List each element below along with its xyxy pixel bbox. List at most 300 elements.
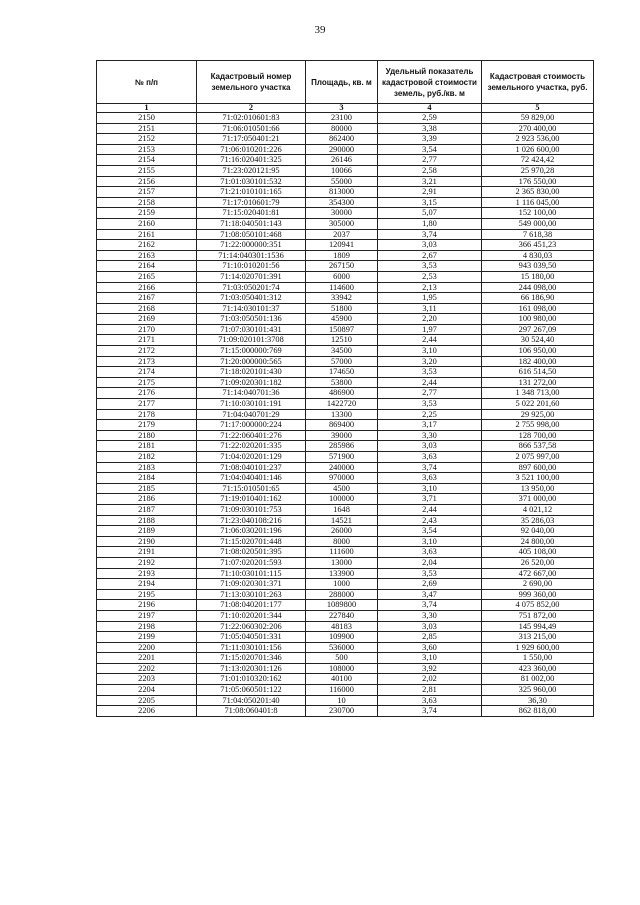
row-number-cell: 2186	[97, 494, 197, 505]
row-number-cell: 2162	[97, 240, 197, 251]
cadastral-number-cell: 71:06:030201:196	[197, 526, 306, 537]
cadastral-value-cell: 325 960,00	[482, 685, 594, 696]
specific-value-cell: 3,30	[378, 430, 482, 441]
specific-value-cell: 3,20	[378, 356, 482, 367]
row-number-cell: 2172	[97, 346, 197, 357]
cadastral-value-cell: 999 360,00	[482, 589, 594, 600]
area-cell: 26000	[306, 526, 378, 537]
specific-value-cell: 3,10	[378, 653, 482, 664]
table-row	[97, 346, 594, 357]
cadastral-number-cell: 71:06:010501:66	[197, 123, 306, 134]
row-number-cell: 2201	[97, 653, 197, 664]
row-number-cell: 2160	[97, 218, 197, 229]
specific-value-cell: 2,44	[378, 377, 482, 388]
specific-value-cell: 3,10	[378, 346, 482, 357]
table-row	[97, 165, 594, 176]
table-row	[97, 441, 594, 452]
cadastral-value-cell: 128 700,00	[482, 430, 594, 441]
area-cell: 813000	[306, 187, 378, 198]
cadastral-value-cell: 943 039,50	[482, 261, 594, 272]
cadastral-number-cell: 71:23:040108:216	[197, 515, 306, 526]
specific-value-cell: 3,74	[378, 600, 482, 611]
area-cell: 53800	[306, 377, 378, 388]
cadastral-value-cell: 244 098,00	[482, 282, 594, 293]
area-cell: 108000	[306, 663, 378, 674]
cadastral-number-cell: 71:03:050401:312	[197, 293, 306, 304]
specific-value-cell: 2,85	[378, 632, 482, 643]
area-cell: 109900	[306, 632, 378, 643]
row-number-cell: 2156	[97, 176, 197, 187]
row-number-cell: 2191	[97, 547, 197, 558]
area-cell: 114600	[306, 282, 378, 293]
table-row	[97, 229, 594, 240]
area-cell: 10	[306, 695, 378, 706]
row-number-cell: 2204	[97, 685, 197, 696]
table-row	[97, 610, 594, 621]
specific-value-cell: 2,91	[378, 187, 482, 198]
cadastral-number-cell: 71:09:020301:182	[197, 377, 306, 388]
specific-value-cell: 2,43	[378, 515, 482, 526]
cadastral-number-cell: 71:14:040301:1536	[197, 250, 306, 261]
specific-value-cell: 3,03	[378, 240, 482, 251]
row-number-cell: 2166	[97, 282, 197, 293]
row-number-cell: 2163	[97, 250, 197, 261]
area-cell: 1648	[306, 504, 378, 515]
specific-value-cell: 3,47	[378, 589, 482, 600]
table-row	[97, 420, 594, 431]
cadastral-value-cell: 1 929 600,00	[482, 642, 594, 653]
table-row	[97, 324, 594, 335]
cadastral-value-cell: 1 348 713,00	[482, 388, 594, 399]
table-row	[97, 208, 594, 219]
cadastral-value-cell: 4 075 852,00	[482, 600, 594, 611]
cadastral-value-cell: 131 272,00	[482, 377, 594, 388]
row-number-cell: 2185	[97, 483, 197, 494]
table-row	[97, 293, 594, 304]
row-number-cell: 2192	[97, 557, 197, 568]
specific-value-cell: 2,59	[378, 113, 482, 124]
cadastral-value-cell: 297 267,09	[482, 324, 594, 335]
row-number-cell: 2177	[97, 399, 197, 410]
cadastral-value-cell: 405 108,00	[482, 547, 594, 558]
cadastral-number-cell: 71:09:030101:753	[197, 504, 306, 515]
cadastral-value-cell: 100 980,00	[482, 314, 594, 325]
specific-value-cell: 3,21	[378, 176, 482, 187]
table-row	[97, 113, 594, 124]
specific-value-cell: 3,60	[378, 642, 482, 653]
row-number-cell: 2178	[97, 409, 197, 420]
table-row	[97, 663, 594, 674]
area-cell: 12510	[306, 335, 378, 346]
header-area: Площадь, кв. м	[306, 61, 378, 104]
row-number-cell: 2152	[97, 134, 197, 145]
cadastral-number-cell: 71:22:000000:351	[197, 240, 306, 251]
cadastral-number-cell: 71:23:020121:95	[197, 165, 306, 176]
table-row	[97, 144, 594, 155]
area-cell: 290000	[306, 144, 378, 155]
cadastral-value-cell: 862 818,00	[482, 706, 594, 717]
specific-value-cell: 3,15	[378, 197, 482, 208]
area-cell: 111600	[306, 547, 378, 558]
table-row	[97, 176, 594, 187]
specific-value-cell: 1,97	[378, 324, 482, 335]
cadastral-value-cell: 145 994,49	[482, 621, 594, 632]
cadastral-number-cell: 71:19:010401:162	[197, 494, 306, 505]
specific-value-cell: 2,77	[378, 388, 482, 399]
cadastral-value-cell: 616 514,50	[482, 367, 594, 378]
row-number-cell: 2176	[97, 388, 197, 399]
table-row	[97, 356, 594, 367]
row-number-cell: 2164	[97, 261, 197, 272]
cadastral-number-cell: 71:10:020201:344	[197, 610, 306, 621]
area-cell: 33942	[306, 293, 378, 304]
area-cell: 45900	[306, 314, 378, 325]
specific-value-cell: 3,71	[378, 494, 482, 505]
area-cell: 51800	[306, 303, 378, 314]
cadastral-value-cell: 92 040,00	[482, 526, 594, 537]
row-number-cell: 2189	[97, 526, 197, 537]
cadastral-value-cell: 2 923 536,00	[482, 134, 594, 145]
cadastral-number-cell: 71:09:020101:3708	[197, 335, 306, 346]
cadastral-value-cell: 2 365 830,00	[482, 187, 594, 198]
area-cell: 536000	[306, 642, 378, 653]
specific-value-cell: 3,17	[378, 420, 482, 431]
area-cell: 970000	[306, 473, 378, 484]
table-row	[97, 504, 594, 515]
cadastral-value-cell: 26 520,00	[482, 557, 594, 568]
cadastral-value-cell: 313 215,00	[482, 632, 594, 643]
cadastral-value-cell: 3 521 100,00	[482, 473, 594, 484]
cadastral-number-cell: 71:17:050401:21	[197, 134, 306, 145]
row-number-cell: 2182	[97, 452, 197, 463]
specific-value-cell: 2,44	[378, 504, 482, 515]
cadastral-number-cell: 71:15:020701:448	[197, 536, 306, 547]
cadastral-value-cell: 2 075 997,00	[482, 452, 594, 463]
specific-value-cell: 2,25	[378, 409, 482, 420]
area-cell: 1089800	[306, 600, 378, 611]
row-number-cell: 2158	[97, 197, 197, 208]
cadastral-value-cell: 161 098,00	[482, 303, 594, 314]
table-row	[97, 526, 594, 537]
cadastral-value-cell: 549 000,00	[482, 218, 594, 229]
specific-value-cell: 1,95	[378, 293, 482, 304]
specific-value-cell: 2,58	[378, 165, 482, 176]
header-num: № п/п	[97, 61, 197, 104]
cadastral-number-cell: 71:17:010601:79	[197, 197, 306, 208]
area-cell: 34500	[306, 346, 378, 357]
specific-value-cell: 3,53	[378, 399, 482, 410]
area-cell: 354300	[306, 197, 378, 208]
specific-value-cell: 3,53	[378, 568, 482, 579]
area-cell: 6000	[306, 271, 378, 282]
row-number-cell: 2165	[97, 271, 197, 282]
table-row	[97, 632, 594, 643]
row-number-cell: 2200	[97, 642, 197, 653]
table-row	[97, 240, 594, 251]
table-row	[97, 547, 594, 558]
area-cell: 120941	[306, 240, 378, 251]
area-cell: 1809	[306, 250, 378, 261]
cadastral-value-cell: 106 950,00	[482, 346, 594, 357]
table-row	[97, 674, 594, 685]
table-row	[97, 557, 594, 568]
specific-value-cell: 3,53	[378, 261, 482, 272]
specific-value-cell: 3,63	[378, 473, 482, 484]
row-number-cell: 2194	[97, 579, 197, 590]
area-cell: 80000	[306, 123, 378, 134]
table-row	[97, 494, 594, 505]
row-number-cell: 2154	[97, 155, 197, 166]
cadastral-value-cell: 81 002,00	[482, 674, 594, 685]
cadastral-number-cell: 71:16:020401:325	[197, 155, 306, 166]
cadastral-number-cell: 71:10:030101:115	[197, 568, 306, 579]
cadastral-value-cell: 176 550,00	[482, 176, 594, 187]
specific-value-cell: 3,63	[378, 547, 482, 558]
cadastral-number-cell: 71:15:010501:65	[197, 483, 306, 494]
cadastral-value-cell: 29 925,00	[482, 409, 594, 420]
cadastral-value-cell: 30 524,40	[482, 335, 594, 346]
specific-value-cell: 2,53	[378, 271, 482, 282]
row-number-cell: 2196	[97, 600, 197, 611]
area-cell: 13000	[306, 557, 378, 568]
cadastral-value-cell: 59 829,00	[482, 113, 594, 124]
row-number-cell: 2195	[97, 589, 197, 600]
cadastral-number-cell: 71:15:020401:81	[197, 208, 306, 219]
row-number-cell: 2184	[97, 473, 197, 484]
cadastral-number-cell: 71:09:020301:371	[197, 579, 306, 590]
cadastral-value-cell: 24 800,00	[482, 536, 594, 547]
table-row	[97, 155, 594, 166]
specific-value-cell: 2,77	[378, 155, 482, 166]
table-row	[97, 134, 594, 145]
row-number-cell: 2187	[97, 504, 197, 515]
specific-value-cell: 3,11	[378, 303, 482, 314]
cadastral-number-cell: 71:11:030101:156	[197, 642, 306, 653]
cadastral-number-cell: 71:07:020201:593	[197, 557, 306, 568]
cadastral-number-cell: 71:15:000000:769	[197, 346, 306, 357]
cadastral-number-cell: 71:08:020501:395	[197, 547, 306, 558]
row-number-cell: 2188	[97, 515, 197, 526]
column-number-row	[97, 104, 594, 113]
table-row	[97, 218, 594, 229]
area-cell: 39000	[306, 430, 378, 441]
area-cell: 240000	[306, 462, 378, 473]
cadastral-number-cell: 71:03:050501:136	[197, 314, 306, 325]
table-row	[97, 430, 594, 441]
table-row	[97, 579, 594, 590]
cadastral-number-cell: 71:02:010601:83	[197, 113, 306, 124]
area-cell: 174650	[306, 367, 378, 378]
area-cell: 57000	[306, 356, 378, 367]
cadastral-value-cell: 1 026 600,00	[482, 144, 594, 155]
cadastral-value-cell: 182 400,00	[482, 356, 594, 367]
cadastral-value-cell: 13 950,00	[482, 483, 594, 494]
area-cell: 8000	[306, 536, 378, 547]
specific-value-cell: 3,30	[378, 610, 482, 621]
cadastral-value-cell: 7 618,38	[482, 229, 594, 240]
row-number-cell: 2150	[97, 113, 197, 124]
row-number-cell: 2179	[97, 420, 197, 431]
cadastral-number-cell: 71:13:030101:263	[197, 589, 306, 600]
cadastral-value-cell: 15 180,00	[482, 271, 594, 282]
cadastral-number-cell: 71:08:040101:237	[197, 462, 306, 473]
specific-value-cell: 3,54	[378, 144, 482, 155]
cadastral-number-cell: 71:18:040501:143	[197, 218, 306, 229]
cadastral-value-cell: 36,30	[482, 695, 594, 706]
specific-value-cell: 3,54	[378, 526, 482, 537]
specific-value-cell: 2,02	[378, 674, 482, 685]
cadastral-value-cell: 25 970,28	[482, 165, 594, 176]
cadastral-number-cell: 71:17:000000:224	[197, 420, 306, 431]
specific-value-cell: 3,10	[378, 536, 482, 547]
cadastral-number-cell: 71:05:040501:331	[197, 632, 306, 643]
row-number-cell: 2173	[97, 356, 197, 367]
table-row	[97, 695, 594, 706]
area-cell: 862400	[306, 134, 378, 145]
area-cell: 2037	[306, 229, 378, 240]
cadastral-value-cell: 66 186,90	[482, 293, 594, 304]
specific-value-cell: 2,20	[378, 314, 482, 325]
row-number-cell: 2193	[97, 568, 197, 579]
column-number: 2	[197, 104, 306, 113]
row-number-cell: 2161	[97, 229, 197, 240]
cadastral-value-cell: 1 116 045,00	[482, 197, 594, 208]
area-cell: 14521	[306, 515, 378, 526]
cadastral-number-cell: 71:14:030101:37	[197, 303, 306, 314]
row-number-cell: 2174	[97, 367, 197, 378]
cadastral-number-cell: 71:04:040701:29	[197, 409, 306, 420]
table-row	[97, 409, 594, 420]
table-row	[97, 271, 594, 282]
table-row	[97, 568, 594, 579]
cadastral-number-cell: 71:04:020201:129	[197, 452, 306, 463]
cadastral-value-cell: 472 667,00	[482, 568, 594, 579]
page-number: 39	[314, 24, 326, 36]
row-number-cell: 2155	[97, 165, 197, 176]
area-cell: 116000	[306, 685, 378, 696]
column-number: 4	[378, 104, 482, 113]
cadastral-value-cell: 423 360,00	[482, 663, 594, 674]
area-cell: 100000	[306, 494, 378, 505]
cadastral-number-cell: 71:15:020701:346	[197, 653, 306, 664]
specific-value-cell: 5,07	[378, 208, 482, 219]
cadastral-number-cell: 71:22:020201:335	[197, 441, 306, 452]
table-row	[97, 642, 594, 653]
row-number-cell: 2183	[97, 462, 197, 473]
cadastral-number-cell: 71:13:020301:126	[197, 663, 306, 674]
cadastral-number-cell: 71:08:050101:468	[197, 229, 306, 240]
column-number: 5	[482, 104, 594, 113]
cadastral-number-cell: 71:10:010201:56	[197, 261, 306, 272]
table-row	[97, 399, 594, 410]
cadastral-value-cell: 5 022 201,60	[482, 399, 594, 410]
table-row	[97, 600, 594, 611]
cadastral-number-cell: 71:20:000000:565	[197, 356, 306, 367]
row-number-cell: 2175	[97, 377, 197, 388]
area-cell: 10066	[306, 165, 378, 176]
cadastral-value-cell: 866 537,58	[482, 441, 594, 452]
cadastral-value-cell: 4 021,12	[482, 504, 594, 515]
column-number: 1	[97, 104, 197, 113]
cadastral-value-cell: 270 400,00	[482, 123, 594, 134]
table-row	[97, 589, 594, 600]
cadastral-number-cell: 71:01:010320:162	[197, 674, 306, 685]
table-row	[97, 282, 594, 293]
area-cell: 40100	[306, 674, 378, 685]
cadastral-number-cell: 71:04:040401:146	[197, 473, 306, 484]
header-specific-value: Удельный показатель кадастровой стоимости земель, руб./кв. м	[378, 61, 482, 104]
table-header-row	[97, 61, 594, 104]
row-number-cell: 2153	[97, 144, 197, 155]
table-row	[97, 261, 594, 272]
cadastral-value-cell: 897 600,00	[482, 462, 594, 473]
area-cell: 48183	[306, 621, 378, 632]
area-cell: 1000	[306, 579, 378, 590]
specific-value-cell: 3,10	[378, 483, 482, 494]
cadastral-value-cell: 751 872,00	[482, 610, 594, 621]
row-number-cell: 2151	[97, 123, 197, 134]
cadastral-number-cell: 71:08:060401:8	[197, 706, 306, 717]
area-cell: 285986	[306, 441, 378, 452]
cadastral-number-cell: 71:07:030101:431	[197, 324, 306, 335]
specific-value-cell: 3,92	[378, 663, 482, 674]
area-cell: 869400	[306, 420, 378, 431]
cadastral-value-cell: 35 286,03	[482, 515, 594, 526]
cadastral-value-cell: 366 451,23	[482, 240, 594, 251]
specific-value-cell: 3,63	[378, 452, 482, 463]
header-cadastral-value: Кадастровая стоимость земельного участка, руб.	[482, 61, 594, 104]
cadastral-number-cell: 71:14:040701:36	[197, 388, 306, 399]
cadastral-number-cell: 71:18:020101:430	[197, 367, 306, 378]
table-row	[97, 335, 594, 346]
table-row	[97, 197, 594, 208]
table-row	[97, 452, 594, 463]
table-row	[97, 123, 594, 134]
area-cell: 30000	[306, 208, 378, 219]
table-row	[97, 473, 594, 484]
table-row	[97, 483, 594, 494]
cadastral-number-cell: 71:05:060501:122	[197, 685, 306, 696]
row-number-cell: 2198	[97, 621, 197, 632]
table-body	[97, 113, 594, 717]
table-row	[97, 536, 594, 547]
specific-value-cell: 2,13	[378, 282, 482, 293]
area-cell: 500	[306, 653, 378, 664]
header-cadastral-number: Кадастровый номер земельного участка	[197, 61, 306, 104]
row-number-cell: 2199	[97, 632, 197, 643]
row-number-cell: 2206	[97, 706, 197, 717]
cadastral-number-cell: 71:22:060302:206	[197, 621, 306, 632]
area-cell: 133900	[306, 568, 378, 579]
table-row	[97, 388, 594, 399]
cadastral-value-cell: 2 755 998,00	[482, 420, 594, 431]
row-number-cell: 2180	[97, 430, 197, 441]
area-cell: 1422720	[306, 399, 378, 410]
table-row	[97, 303, 594, 314]
cadastral-number-cell: 71:22:060401:276	[197, 430, 306, 441]
row-number-cell: 2171	[97, 335, 197, 346]
row-number-cell: 2203	[97, 674, 197, 685]
table-row	[97, 314, 594, 325]
cadastral-number-cell: 71:01:030101:532	[197, 176, 306, 187]
cadastral-number-cell: 71:10:030101:191	[197, 399, 306, 410]
cadastral-number-cell: 71:03:050201:74	[197, 282, 306, 293]
area-cell: 288000	[306, 589, 378, 600]
table-row	[97, 621, 594, 632]
row-number-cell: 2197	[97, 610, 197, 621]
specific-value-cell: 3,74	[378, 462, 482, 473]
area-cell: 4500	[306, 483, 378, 494]
